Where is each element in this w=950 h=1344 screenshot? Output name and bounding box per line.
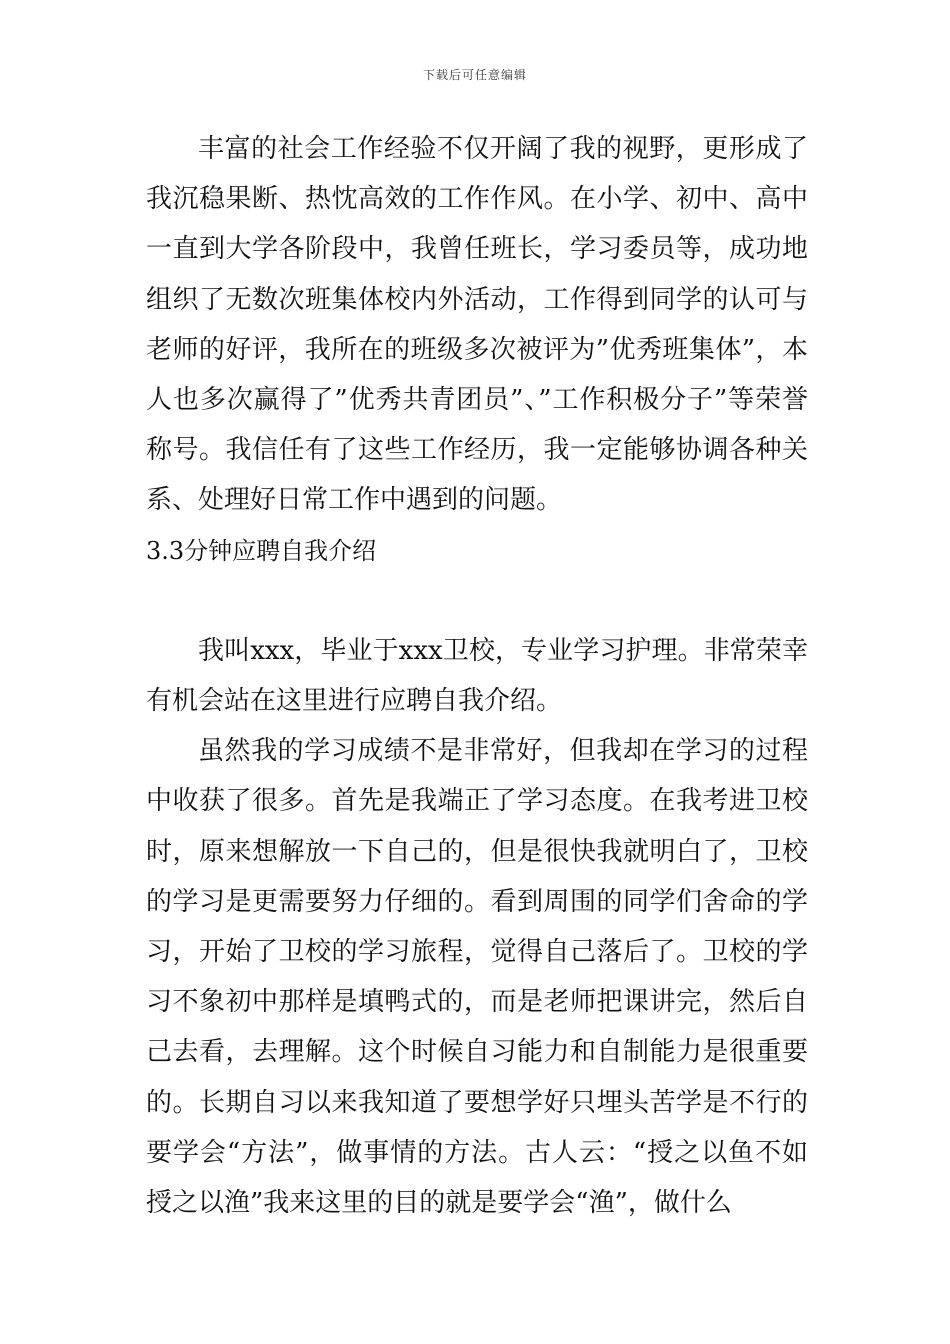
paragraph-study-experience: 虽然我的学习成绩不是非常好，但我却在学习的过程中收获了很多。首先是我端正了学习态度。在我考进卫校时，原来想解放一下自己的，但是很快我就明白了，卫校的学习是更需要努力仔细的。看到周围的同学们舍命的学习，开始了卫校的学习旅程，觉得自己落后了。卫校的学习不象初中那样是填鸭式的，而是老师把课讲完，然后自己去看，去理解。这个时候自习能力和自制能力是很重要的。长期自习以来我知道了要想学好只埋头苦学是不行的要学会“方法”，做事情的方法。古人云：“授之以鱼不如授之以渔”我来这里的目的就是要学会“渔”，做什么 bbox=[146, 736, 808, 1219]
document-body bbox=[146, 124, 808, 1228]
section-heading: 3.3分钟应聘自我介绍 bbox=[146, 536, 377, 565]
paragraph-work-experience: 丰富的社会工作经验不仅开阔了我的视野，更形成了我沉稳果断、热忱高效的工作作风。在小学、初中、高中一直到大学各阶段中，我曾任班长，学习委员等，成功地组织了无数次班集体校内外活动，工作得到同学的认可与老师的好评，我所在的班级多次被评为”优秀班集体”，本人也多次赢得了”优秀共青团员”、”工作积极分子”等荣誉称号。我信任有了这些工作经历，我一定能够协调各种关系、处理好日常工作中遇到的问题。 bbox=[146, 134, 808, 516]
page-header-note: 下载后可任意编辑 bbox=[422, 68, 527, 82]
paragraph-introduction: 我叫xxx，毕业于xxx卫校，专业学习护理。非常荣幸有机会站在这里进行应聘自我介绍。 bbox=[146, 635, 808, 717]
blank-line bbox=[146, 576, 808, 626]
